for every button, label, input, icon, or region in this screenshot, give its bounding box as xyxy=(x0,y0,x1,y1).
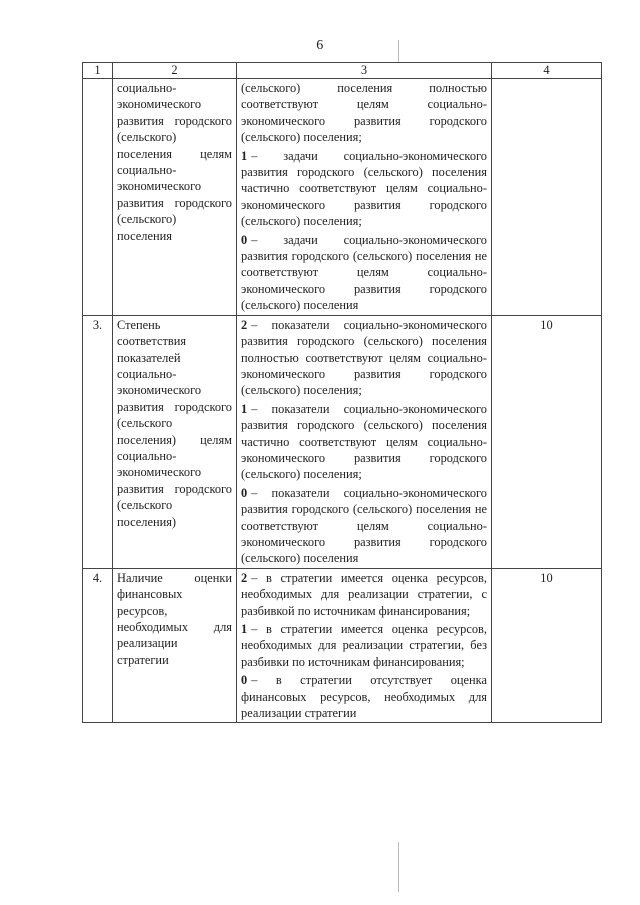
max-score xyxy=(492,79,602,316)
option-text: – в стратегии отсутствует оценка финансовых ресурсов, необходимых для реализации стратегии xyxy=(241,673,487,721)
table-row xyxy=(83,79,602,316)
header-cell-2: 2 xyxy=(113,63,237,79)
option-value: 2 xyxy=(241,317,248,332)
page-number: 6 xyxy=(316,38,324,53)
scan-artifact-line xyxy=(398,842,399,892)
header-cell-3: 3 xyxy=(237,63,492,79)
criterion-name: Наличие оценки финансовых ресурсов, необходимых для реализации стратегии xyxy=(113,568,237,723)
header-cell-4: 4 xyxy=(492,63,602,79)
criterion-name: Степень соответствия показателей социально-экономического развития городского (сельского поселения) целям социально-экономического развития городского (сельского поселения) xyxy=(113,315,237,568)
criterion-description xyxy=(237,315,492,568)
score-option xyxy=(241,401,487,483)
option-text: – в стратегии имеется оценка ресурсов, необходимых для реализации стратегии, с разбивкой по источникам финансирования; xyxy=(241,570,487,618)
score-option xyxy=(241,148,487,230)
option-text: – задачи социально-экономического развития городского (сельского) поселения не соответствуют целям социально-экономического развития городского (сельского) поселения xyxy=(241,232,487,313)
option-value: 1 xyxy=(241,401,248,416)
table-row xyxy=(83,568,602,723)
score-option xyxy=(241,570,487,619)
option-value: 1 xyxy=(241,622,248,636)
option-value: 2 xyxy=(241,570,248,585)
score-option xyxy=(241,317,487,399)
header-cell-1: 1 xyxy=(83,63,113,79)
score-option xyxy=(241,485,487,567)
row-number: 3. xyxy=(83,315,113,568)
max-score: 10 xyxy=(492,568,602,723)
table-row xyxy=(83,315,602,568)
table-header-row xyxy=(83,63,602,79)
criterion-description xyxy=(237,79,492,316)
score-option xyxy=(241,232,487,314)
option-text: (сельского) поселения полностью соответствуют целям социально-экономического развития городского (сельского) поселения; xyxy=(241,81,487,145)
option-text: – в стратегии имеется оценка ресурсов, необходимых для реализации стратегии, без разбивки по источникам финансирования; xyxy=(241,622,487,669)
option-value: 0 xyxy=(241,673,248,688)
option-text: – показатели социально-экономического развития городского (сельского) поселения частично соответствуют целям социально-экономического развития городского (сельского) поселения; xyxy=(241,401,487,482)
row-number: 4. xyxy=(83,568,113,723)
option-text: – показатели социально-экономического развития городского (сельского) поселения не соответствуют целям социально-экономического развития городского (сельского) поселения xyxy=(241,485,487,566)
max-score: 10 xyxy=(492,315,602,568)
score-option xyxy=(241,80,487,146)
criterion-description xyxy=(237,568,492,723)
criteria-table xyxy=(82,62,602,723)
option-value: 1 xyxy=(241,148,248,163)
criterion-name: социально-экономического развития городского (сельского) поселения целям социально-экономического развития городского (сельского) поселения xyxy=(113,79,237,316)
option-text: – задачи социально-экономического развития городского (сельского) поселения частично соответствуют целям социально-экономического развития городского (сельского) поселения; xyxy=(241,148,487,229)
scan-artifact-line xyxy=(398,40,399,62)
option-value: 0 xyxy=(241,485,248,500)
score-option xyxy=(241,672,487,721)
option-text: – показатели социально-экономического развития городского (сельского) поселения полностью соответствуют целям социально-экономического развития городского (сельского) поселения; xyxy=(241,317,487,398)
row-number xyxy=(83,79,113,316)
option-value: 0 xyxy=(241,232,248,247)
score-option xyxy=(241,621,487,670)
